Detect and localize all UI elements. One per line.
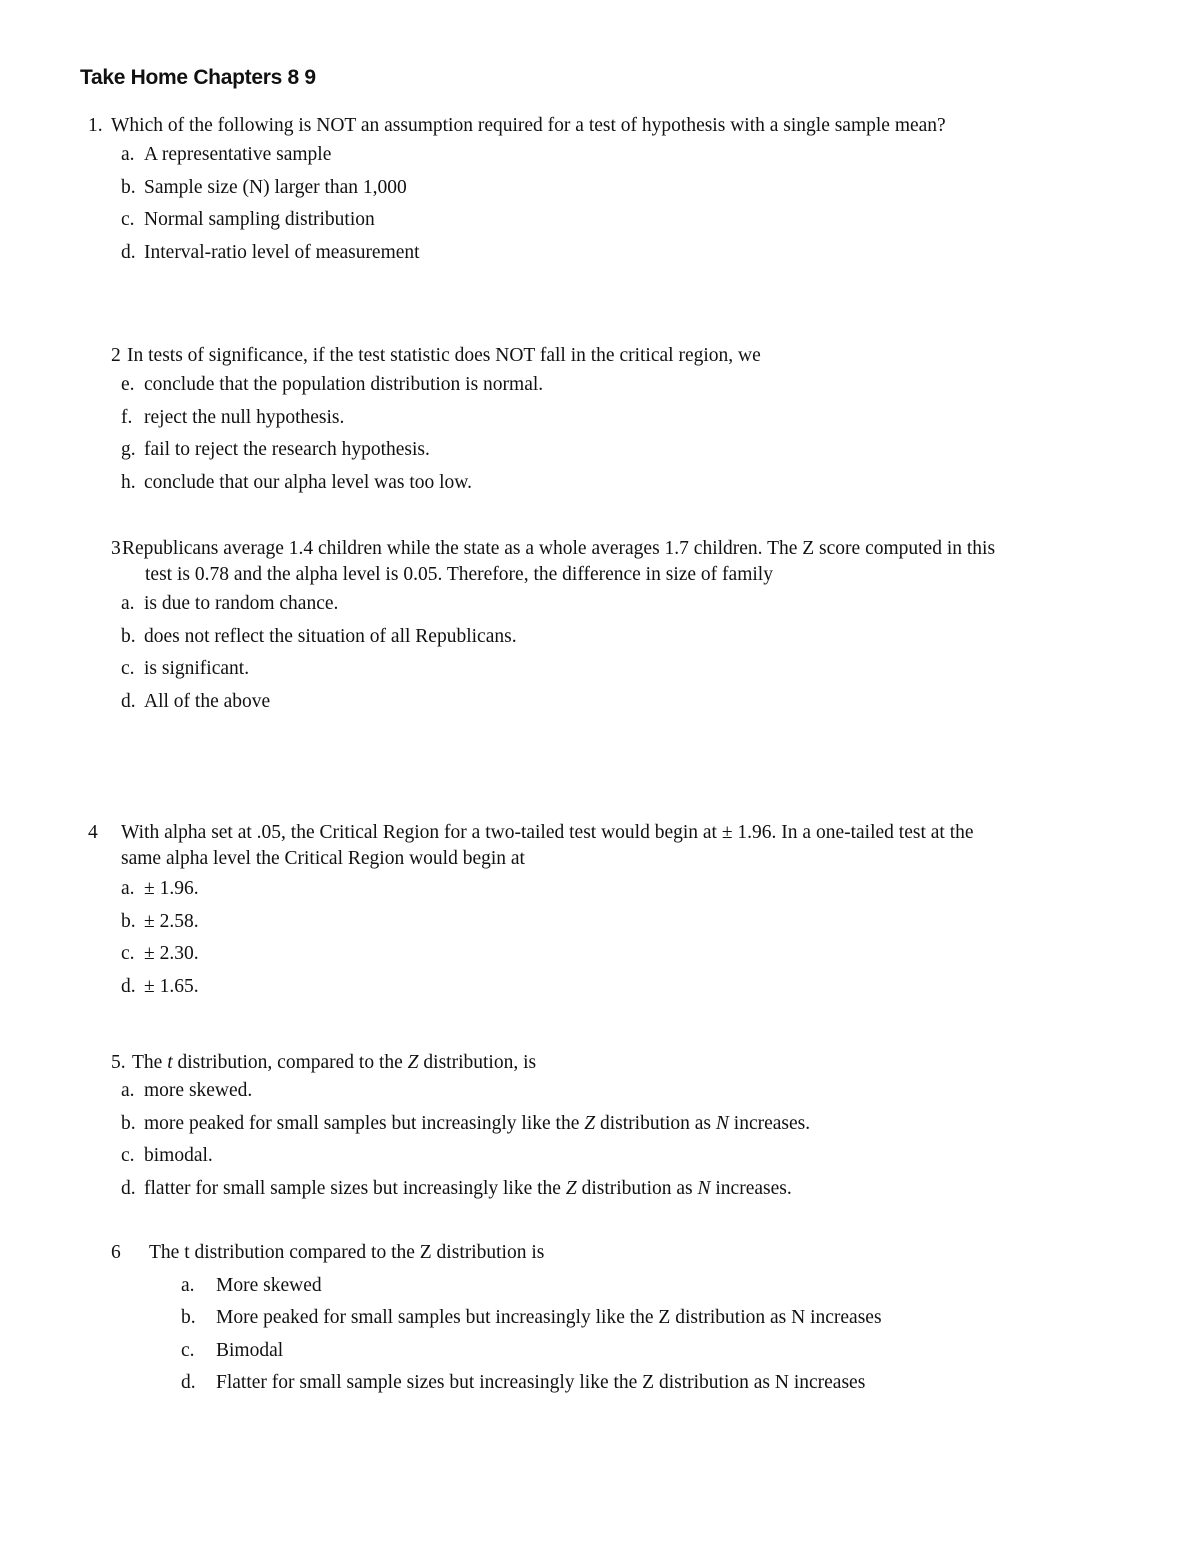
- question-text-line-2: same alpha level the Critical Region would begin at: [121, 848, 525, 869]
- option-text: conclude that the population distribution is normal.: [144, 374, 544, 395]
- option-letter: d.: [121, 691, 136, 712]
- text-run: distribution as: [599, 1113, 712, 1134]
- question-text-line-2: test is 0.78 and the alpha level is 0.05. Therefore, the difference in size of family: [145, 564, 773, 585]
- option-letter: h.: [121, 472, 136, 493]
- text-run: increases.: [733, 1113, 811, 1134]
- option-text: ± 1.96.: [144, 878, 199, 899]
- option-letter: b.: [121, 177, 136, 198]
- option-letter: b.: [121, 626, 136, 647]
- italic-n: N: [697, 1178, 711, 1199]
- text-run: The: [132, 1052, 163, 1073]
- option-letter: e.: [121, 374, 135, 395]
- italic-z: Z: [584, 1113, 596, 1134]
- option-letter: c.: [121, 209, 135, 230]
- option-letter: d.: [121, 1178, 136, 1199]
- option-letter: a.: [121, 878, 135, 899]
- italic-z: Z: [565, 1178, 577, 1199]
- option-letter: b.: [181, 1307, 196, 1328]
- text-run: distribution as: [581, 1178, 693, 1199]
- option-letter: g.: [121, 439, 136, 460]
- option-text: ± 1.65.: [144, 976, 199, 997]
- italic-t: t: [167, 1052, 173, 1073]
- option-text: [144, 1113, 810, 1135]
- option-letter: c.: [181, 1340, 195, 1361]
- option-letter: c.: [121, 658, 135, 679]
- question-text: The t distribution compared to the Z distribution is: [149, 1242, 545, 1263]
- document-title: Take Home Chapters 8 9: [80, 66, 316, 89]
- text-run: distribution, compared to the: [177, 1052, 403, 1073]
- option-letter: a.: [121, 144, 135, 165]
- option-letter: d.: [121, 976, 136, 997]
- option-letter: a.: [121, 1080, 135, 1101]
- option-letter: c.: [121, 943, 135, 964]
- question-number: 4: [88, 822, 98, 843]
- italic-z: Z: [407, 1052, 419, 1073]
- question-text: [132, 1052, 536, 1074]
- option-letter: c.: [121, 1145, 135, 1166]
- question-text-line-1: Republicans average 1.4 children while the state as a whole averages 1.7 children. The Z score computed in this: [122, 538, 996, 559]
- text-run: flatter for small sample sizes but increasingly like the: [144, 1178, 561, 1199]
- question-text-line-1: With alpha set at .05, the Critical Region for a two-tailed test would begin at ± 1.96. In a one-tailed test at the: [121, 822, 974, 843]
- question-number: 2: [111, 345, 121, 366]
- option-text: Bimodal: [216, 1340, 284, 1361]
- option-text: ± 2.58.: [144, 911, 199, 932]
- option-text: Interval-ratio level of measurement: [144, 242, 420, 263]
- option-letter: a.: [121, 593, 135, 614]
- italic-n: N: [715, 1113, 729, 1134]
- option-text: A representative sample: [144, 144, 332, 165]
- option-text: does not reflect the situation of all Republicans.: [144, 626, 517, 647]
- option-text: bimodal.: [144, 1145, 213, 1166]
- option-text: more skewed.: [144, 1080, 253, 1101]
- option-text: More peaked for small samples but increasingly like the Z distribution as N increases: [216, 1307, 882, 1328]
- option-text: More skewed: [216, 1275, 322, 1296]
- question-text: Which of the following is NOT an assumption required for a test of hypothesis with a single sample mean?: [111, 115, 946, 136]
- option-text: is significant.: [144, 658, 250, 679]
- text-run: distribution, is: [423, 1052, 537, 1073]
- option-letter: f.: [121, 407, 133, 428]
- option-letter: b.: [121, 1113, 136, 1134]
- text-run: more peaked for small samples but increasingly like the: [144, 1113, 580, 1134]
- option-text: fail to reject the research hypothesis.: [144, 439, 430, 460]
- option-text: All of the above: [144, 691, 271, 712]
- option-text: is due to random chance.: [144, 593, 339, 614]
- option-text: conclude that our alpha level was too low.: [144, 472, 472, 493]
- option-letter: d.: [181, 1372, 196, 1393]
- option-text: Normal sampling distribution: [144, 209, 375, 230]
- question-number: 6: [111, 1242, 121, 1263]
- option-letter: a.: [181, 1275, 195, 1296]
- option-text: Flatter for small sample sizes but increasingly like the Z distribution as N increases: [216, 1372, 866, 1393]
- option-text: ± 2.30.: [144, 943, 199, 964]
- option-text: [144, 1178, 792, 1200]
- question-number: 3: [111, 538, 121, 559]
- question-number: 5.: [111, 1052, 126, 1073]
- question-text: In tests of significance, if the test statistic does NOT fall in the critical region, we: [127, 345, 761, 366]
- option-text: Sample size (N) larger than 1,000: [144, 177, 407, 198]
- text-run: increases.: [715, 1178, 792, 1199]
- question-number: 1.: [88, 115, 103, 136]
- option-text: reject the null hypothesis.: [144, 407, 345, 428]
- option-letter: d.: [121, 242, 136, 263]
- option-letter: b.: [121, 911, 136, 932]
